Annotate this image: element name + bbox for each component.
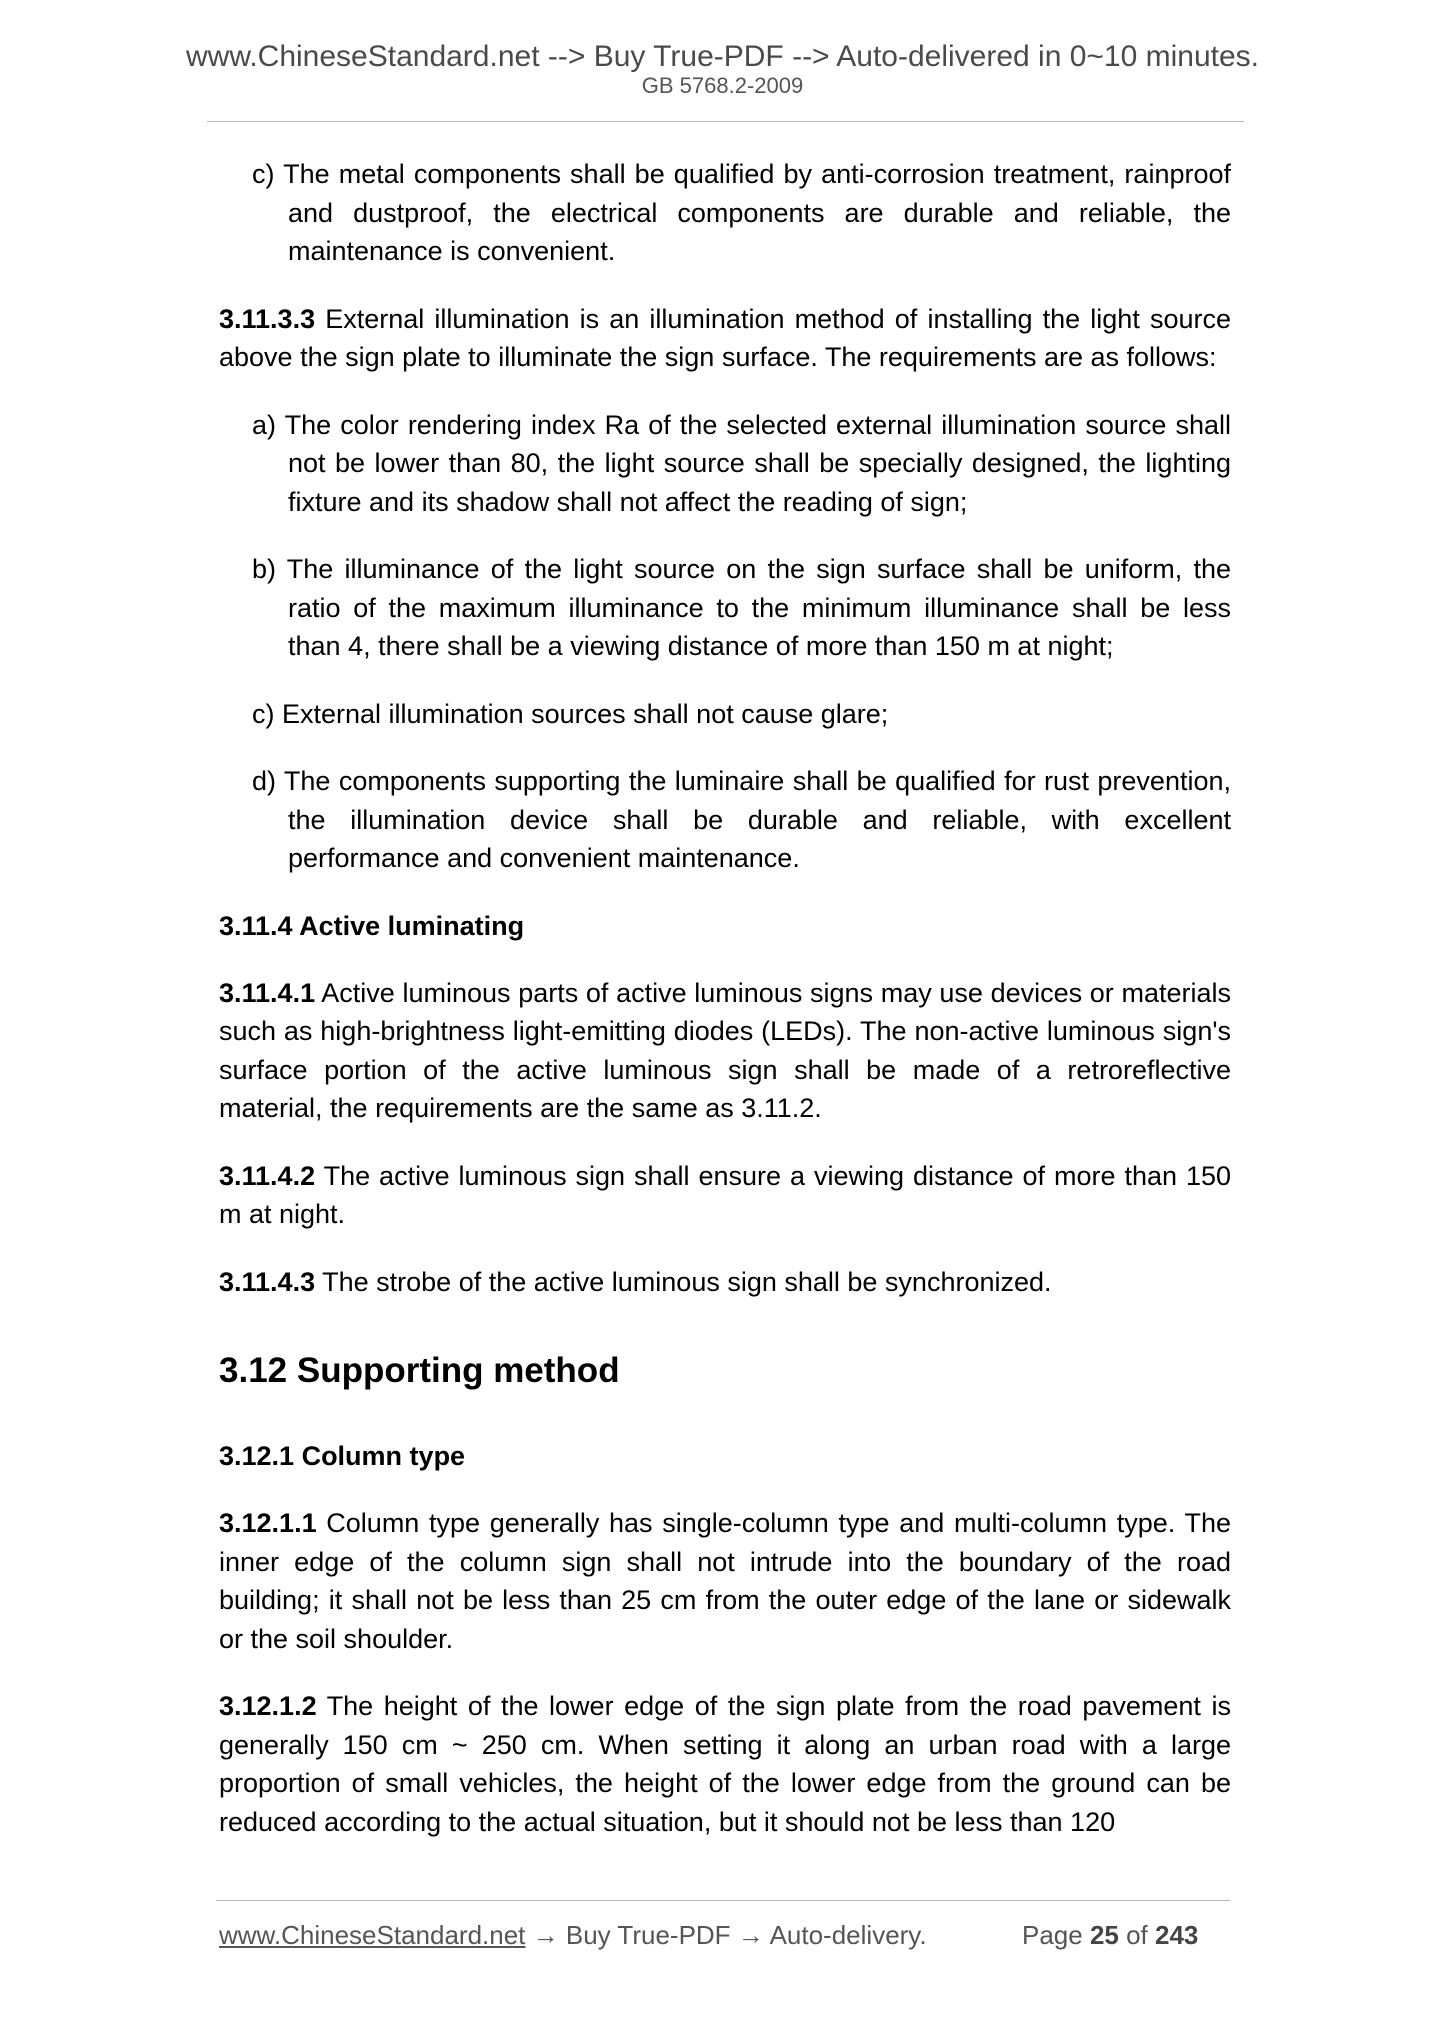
- heading-supporting-method: 3.12 Supporting method: [219, 1351, 620, 1390]
- list-item-d: d) The components supporting the luminaire shall be qualified for rust prevention, the illumination device shall be durable and reliable, with excellent performance and convenient maintenance.: [252, 766, 1231, 873]
- clause-text: External illumination is an illumination method of installing the light source above the sign plate to illuminate the sign surface. The requirements are as follows:: [219, 303, 1231, 372]
- page-number: 25: [1089, 1920, 1119, 1950]
- clause-text: The strobe of the active luminous sign shall be synchronized.: [315, 1266, 1052, 1297]
- list-item-c: c) External illumination sources shall not cause glare;: [252, 698, 889, 729]
- page-footer: [219, 1918, 1231, 1952]
- page-label: Page: [1022, 1920, 1090, 1950]
- footer-left: [219, 1918, 927, 1952]
- page-indicator: [1022, 1918, 1198, 1952]
- clause-3-12-1-1: [219, 1504, 1231, 1658]
- top-banner: www.ChineseStandard.net --> Buy True-PDF --> Auto-delivered in 0~10 minutes.: [185, 40, 1260, 73]
- clause-number: 3.11.4.1: [219, 977, 316, 1008]
- clause-3-12-1-2: [219, 1687, 1231, 1841]
- clause-number: 3.11.4.2: [219, 1160, 316, 1191]
- clause-number: 3.12.1.2: [219, 1691, 317, 1721]
- clause-number: 3.11.3.3: [219, 303, 316, 334]
- clause-text: Active luminous parts of active luminous signs may use devices or materials such as high-brightness light-emitting diodes (LEDs). The non-active luminous sign's surface portion of the active luminous sign shall be made of a retroreflective material, the requirements are the same as 3.11.2.: [219, 977, 1231, 1123]
- heading-column-type: 3.12.1 Column type: [219, 1441, 466, 1471]
- clause-text: The height of the lower edge of the sign plate from the road pavement is generally 150 cm ~ 250 cm. When setting it along an urban road with a large proportion of small vehicles, the height of the lower edge from the ground can be reduced according to the actual situation, but it should not be less than 120: [219, 1691, 1231, 1837]
- footer-tagline: → Buy True-PDF → Auto-delivery.: [525, 1920, 927, 1950]
- clause-number: 3.11.4.3: [219, 1266, 316, 1297]
- total-pages: 243: [1155, 1920, 1199, 1950]
- list-item-c-metal: c) The metal components shall be qualified by anti-corrosion treatment, rainproof and dustproof, the electrical components are durable and reliable, the maintenance is convenient.: [252, 159, 1231, 266]
- list-item-a: a) The color rendering index Ra of the selected external illumination source shall not be lower than 80, the light source shall be specially designed, the lighting fixture and its shadow shall not affect the reading of sign;: [252, 409, 1231, 517]
- standard-number: GB 5768.2-2009: [641, 73, 804, 98]
- clause-text: Column type generally has single-column type and multi-column type. The inner edge of the column sign shall not intrude into the boundary of the road building; it shall not be less than 25 cm from the outer edge of the lane or sidewalk or the soil shoulder.: [219, 1508, 1231, 1654]
- footer-divider: [216, 1900, 1230, 1901]
- list-item-b: b) The illuminance of the light source on the sign surface shall be uniform, the ratio of the maximum illuminance to the minimum illuminance shall be less than 4, there shall be a viewing distance of more than 150 m at night;: [252, 554, 1231, 661]
- clause-3-11-4-3: [219, 1263, 1231, 1302]
- of-label: of: [1118, 1920, 1156, 1950]
- clause-text: The active luminous sign shall ensure a viewing distance of more than 150 m at night.: [219, 1160, 1231, 1229]
- header-divider: [207, 121, 1244, 122]
- clause-number: 3.12.1.1: [219, 1508, 317, 1538]
- heading-active-luminating: 3.11.4 Active luminating: [219, 910, 525, 941]
- clause-3-11-3-3: [219, 300, 1231, 377]
- clause-3-11-4-2: [219, 1157, 1231, 1234]
- footer-site-link[interactable]: www.ChineseStandard.net: [219, 1920, 526, 1950]
- page-content: [219, 155, 1231, 1870]
- clause-3-11-4-1: [219, 974, 1231, 1128]
